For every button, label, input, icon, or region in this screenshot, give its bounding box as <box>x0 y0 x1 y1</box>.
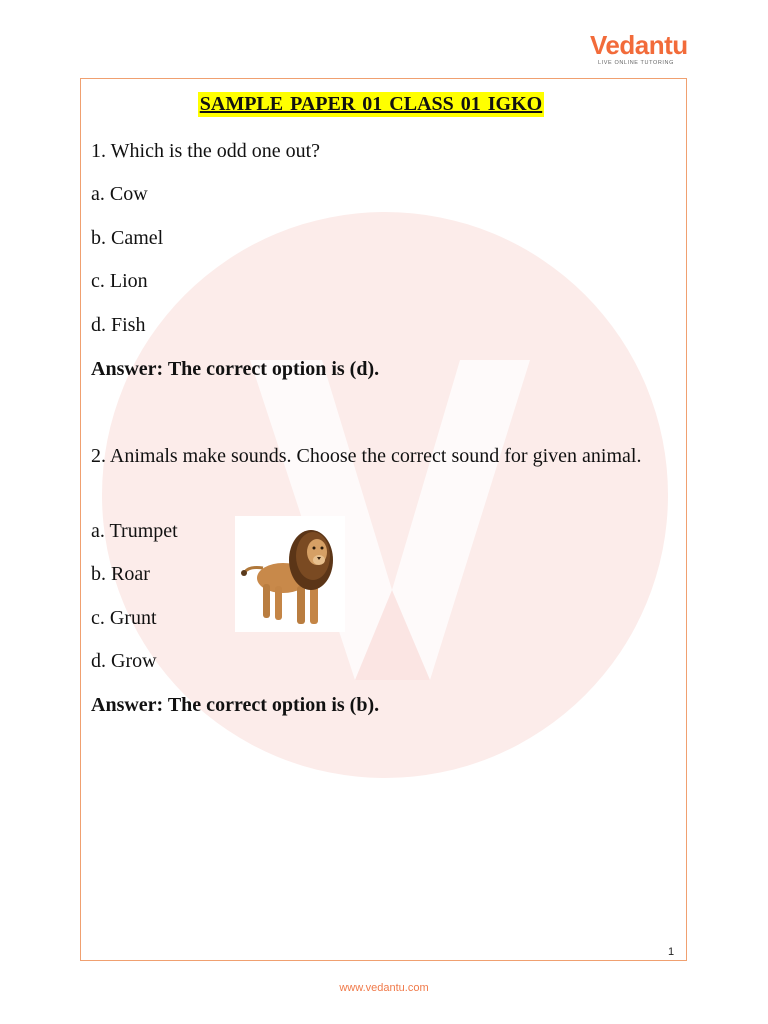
logo-wordmark: Vedantu <box>590 30 688 60</box>
footer-link[interactable]: www.vedantu.com <box>339 982 429 994</box>
page-number: 1 <box>668 946 675 958</box>
question-text: 2. Animals make sounds. Choose the correct sound for given animal. <box>91 445 642 467</box>
option-b: b. Roar <box>91 563 150 585</box>
option-d: d. Grow <box>91 650 157 672</box>
option-c: c. Grunt <box>91 607 157 629</box>
lion-image <box>235 516 345 632</box>
question-text: 1. Which is the odd one out? <box>91 140 321 162</box>
logo-tagline: LIVE ONLINE TUTORING <box>598 60 674 66</box>
option-d: d. Fish <box>91 314 146 336</box>
option-c: c. Lion <box>91 270 148 292</box>
paper-title: SAMPLE PAPER 01 CLASS 01 IGKO <box>199 93 543 115</box>
document-content <box>91 88 671 117</box>
answer-text: Answer: The correct option is (d). <box>91 358 380 380</box>
option-a: a. Cow <box>91 183 148 205</box>
option-b: b. Camel <box>91 227 164 249</box>
vedantu-logo <box>590 30 690 70</box>
option-a: a. Trumpet <box>91 520 178 542</box>
answer-text: Answer: The correct option is (b). <box>91 694 380 716</box>
